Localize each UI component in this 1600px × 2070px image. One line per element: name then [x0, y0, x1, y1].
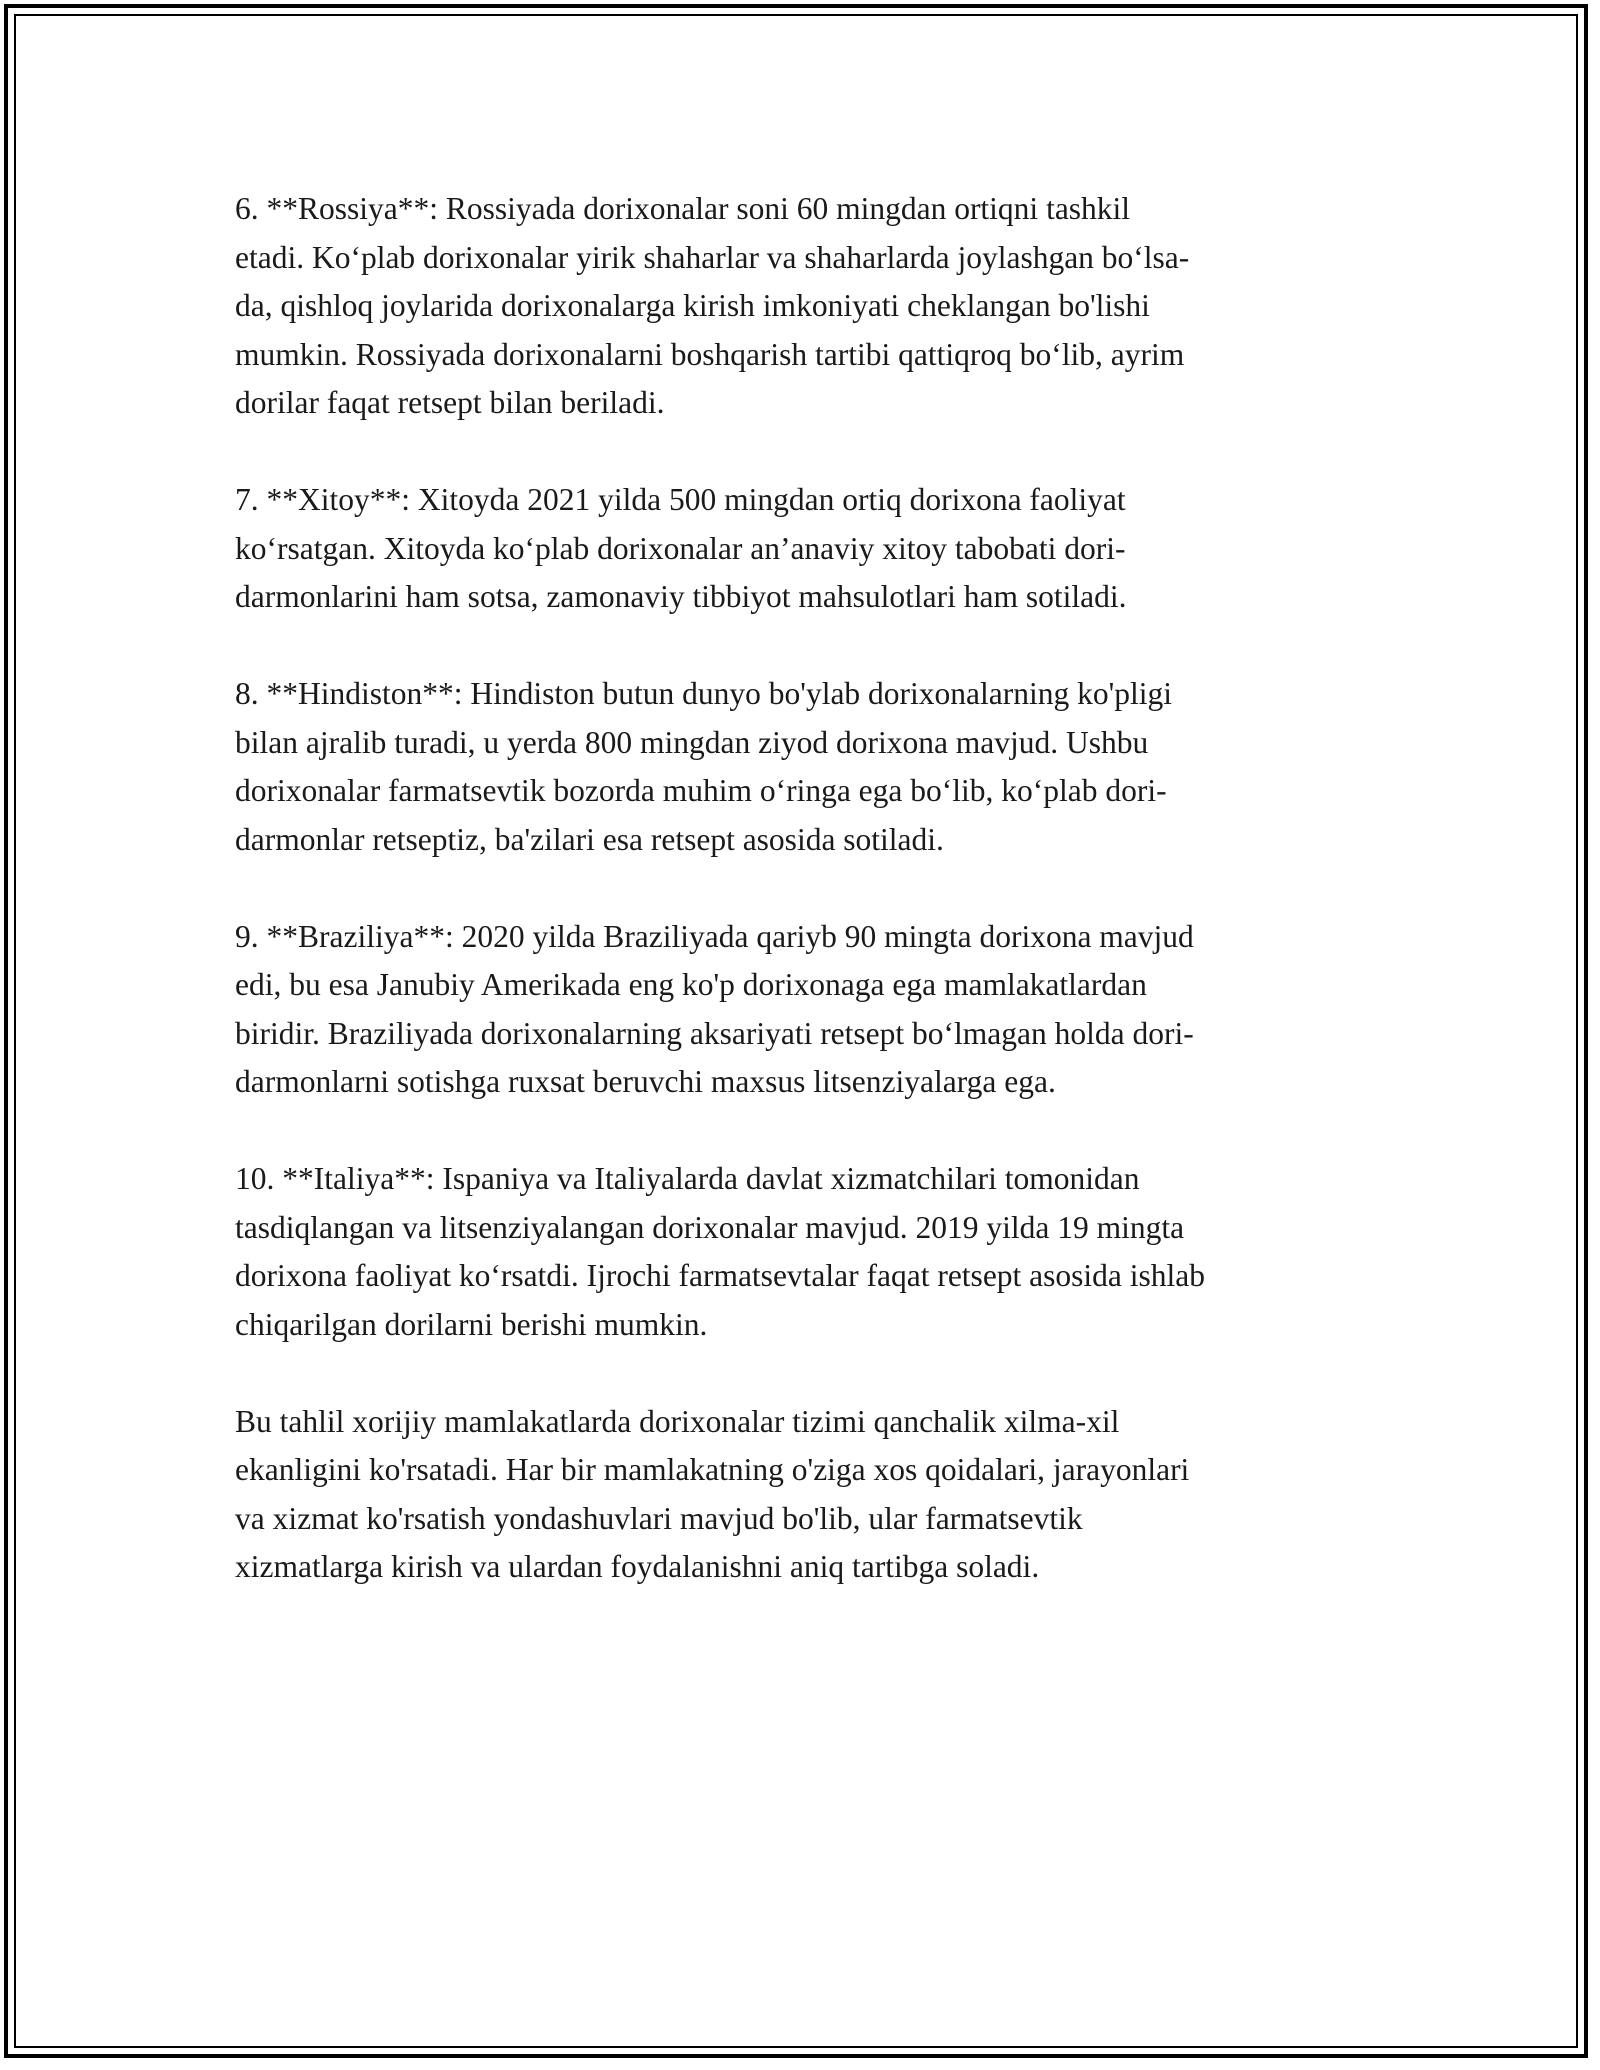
text-line: etadi. Ko‘plab dorixonalar yirik shaharlar va shaharlarda joylashgan bo‘lsa-: [235, 239, 1190, 275]
text-line: darmonlarini ham sotsa, zamonaviy tibbiyot mahsulotlari ham sotiladi.: [235, 579, 1127, 614]
paragraph-xitoy: [235, 476, 1370, 622]
text-line: mumkin. Rossiyada dorixonalarni boshqarish tartibi qattiqroq bo‘lib, ayrim: [235, 336, 1185, 372]
paragraph-rossiya: [235, 185, 1370, 428]
text-line: da, qishloq joylarida dorixonalarga kirish imkoniyati cheklangan bo'lishi: [235, 288, 1150, 323]
text-line: 7. **Xitoy**: Xitoyda 2021 yilda 500 mingdan ortiq dorixona faoliyat: [235, 482, 1126, 517]
text-line: 9. **Braziliya**: 2020 yilda Braziliyada qariyb 90 mingta dorixona mavjud: [235, 918, 1194, 954]
text-line: dorixonalar farmatsevtik bozorda muhim o‘ringa ega bo‘lib, ko‘plab dori-: [235, 773, 1167, 808]
text-line: 8. **Hindiston**: Hindiston butun dunyo bo'ylab dorixonalarning ko'pligi: [235, 676, 1173, 711]
paragraph-italiya: [235, 1155, 1370, 1349]
text-line: edi, bu esa Janubiy Amerikada eng ko'p dorixonaga ega mamlakatlardan: [235, 967, 1147, 1002]
paragraph-conclusion: [235, 1398, 1370, 1592]
text-line: Bu tahlil xorijiy mamlakatlarda dorixonalar tizimi qanchalik xilma-xil: [235, 1403, 1120, 1439]
text-line: 6. **Rossiya**: Rossiyada dorixonalar soni 60 mingdan ortiqni tashkil: [235, 191, 1131, 226]
text-line: ko‘rsatgan. Xitoyda ko‘plab dorixonalar an’anaviy xitoy tabobati dori-: [235, 530, 1126, 566]
text-line: va xizmat ko'rsatish yondashuvlari mavjud bo'lib, ular farmatsevtik: [235, 1500, 1083, 1536]
text-line: dorixona faoliyat ko‘rsatdi. Ijrochi farmatsevtalar faqat retsept asosida ishlab: [235, 1258, 1206, 1293]
text-line: tasdiqlangan va litsenziyalangan dorixonalar mavjud. 2019 yilda 19 mingta: [235, 1209, 1185, 1245]
text-line: chiqarilgan dorilarni berishi mumkin.: [235, 1306, 708, 1342]
text-line: biridir. Braziliyada dorixonalarning aksariyati retsept bo‘lmagan holda dori-: [235, 1015, 1194, 1051]
text-line: darmonlar retseptiz, ba'zilari esa retsept asosida sotiladi.: [235, 821, 944, 857]
text-line: 10. **Italiya**: Ispaniya va Italiyalarda davlat xizmatchilari tomonidan: [235, 1161, 1140, 1196]
text-line: xizmatlarga kirish va ulardan foydalanishni aniq tartibga soladi.: [235, 1549, 1040, 1584]
paragraph-braziliya: [235, 913, 1370, 1107]
text-line: dorilar faqat retsept bilan beriladi.: [235, 385, 665, 420]
text-line: ekanligini ko'rsatadi. Har bir mamlakatning o'ziga xos qoidalari, jarayonlari: [235, 1452, 1190, 1487]
text-line: darmonlarni sotishga ruxsat beruvchi maxsus litsenziyalarga ega.: [235, 1064, 1056, 1099]
paragraph-hindiston: [235, 670, 1370, 864]
document-body: [235, 185, 1370, 1640]
text-line: bilan ajralib turadi, u yerda 800 mingdan ziyod dorixona mavjud. Ushbu: [235, 724, 1149, 760]
